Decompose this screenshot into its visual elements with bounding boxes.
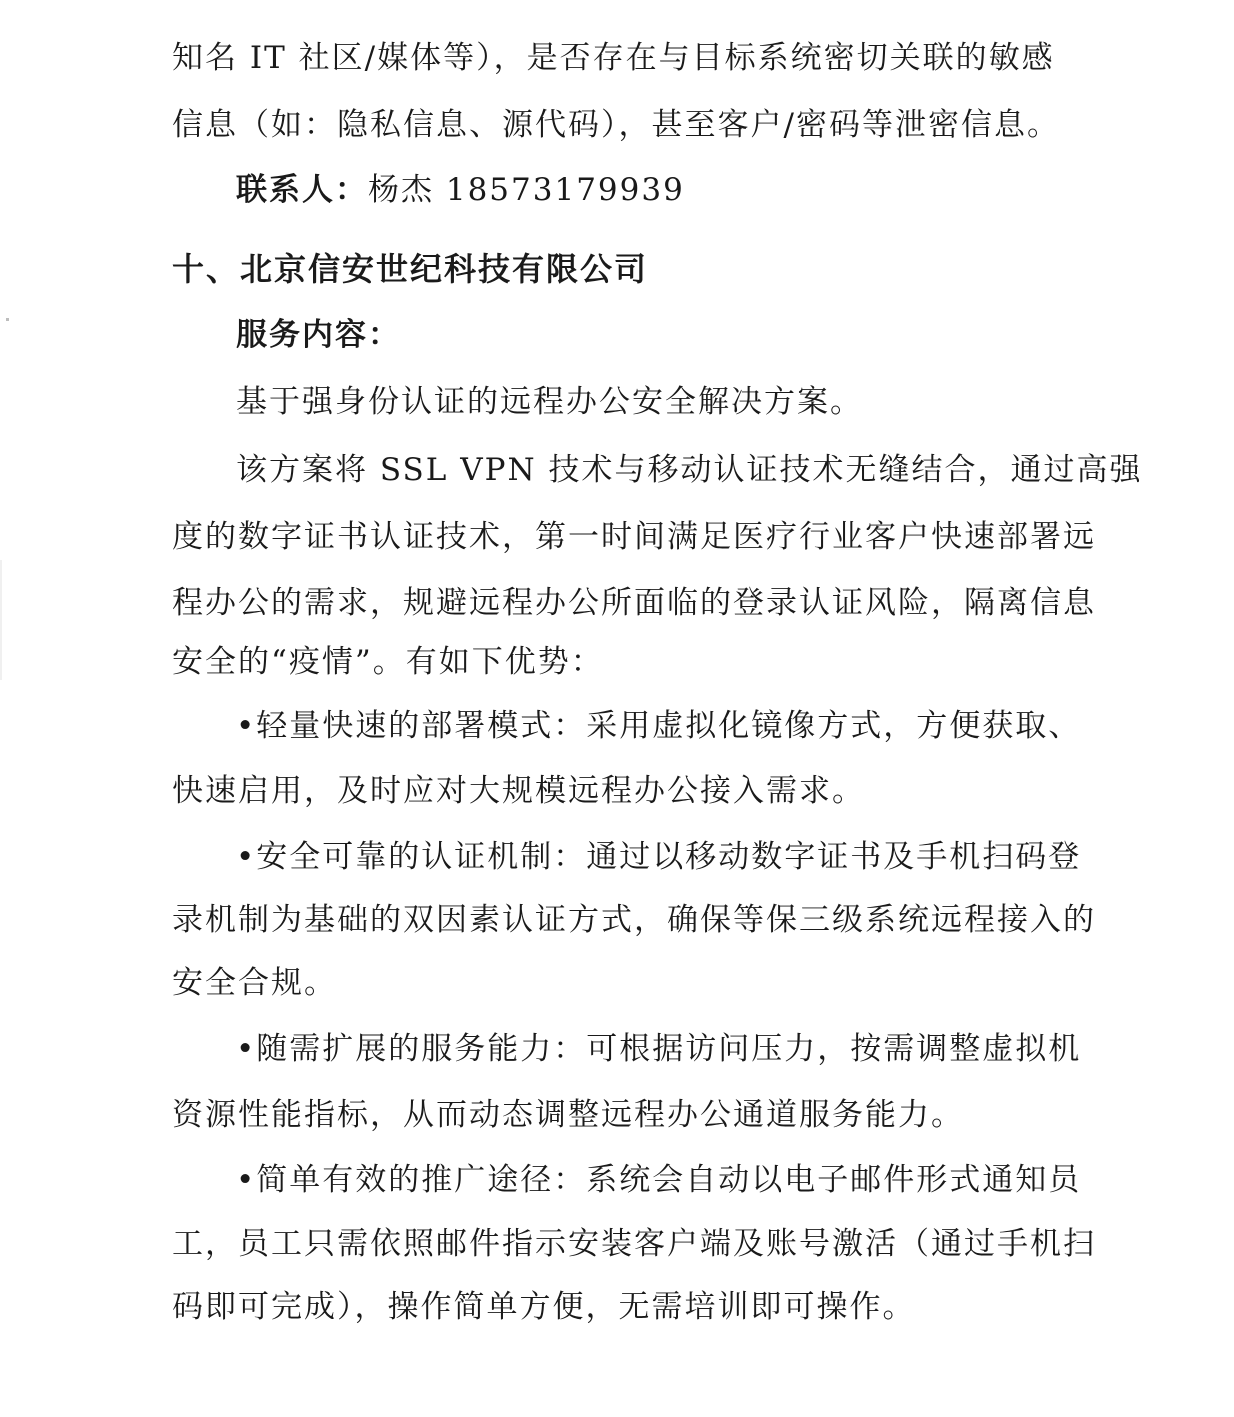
advantage-line: 安全合规。: [172, 965, 337, 1001]
advantage-line: 码即可完成），操作简单方便，无需培训即可操作。: [172, 1289, 916, 1325]
scan-speck: [6, 318, 9, 321]
paragraph-line: 知名 IT 社区/媒体等），是否存在与目标系统密切关联的敏感: [172, 40, 1055, 76]
advantage-line: 资源性能指标，从而动态调整远程办公通道服务能力。: [172, 1097, 964, 1133]
contact-value: 杨杰 18573179939: [368, 172, 685, 208]
paragraph-line: 信息（如：隐私信息、源代码），甚至客户/密码等泄密信息。: [172, 107, 1060, 143]
contact-line: [236, 170, 685, 210]
intro-line: 该方案将 SSL VPN 技术与移动认证技术无缝结合，通过高强: [236, 452, 1143, 488]
intro-line: 安全的“疫情”。有如下优势：: [172, 644, 604, 680]
advantage-line: 录机制为基础的双因素认证方式，确保等保三级系统远程接入的: [172, 902, 1096, 938]
intro-line: 度的数字证书认证技术，第一时间满足医疗行业客户快速部署远: [172, 519, 1096, 555]
advantage-line: •安全可靠的认证机制：通过以移动数字证书及手机扫码登: [236, 839, 1082, 875]
advantage-line: 工，员工只需依照邮件指示安装客户端及账号激活（通过手机扫: [172, 1226, 1096, 1262]
advantage-line: 快速启用，及时应对大规模远程办公接入需求。: [172, 773, 865, 809]
scan-edge-shadow: [0, 560, 2, 680]
advantage-line: •轻量快速的部署模式：采用虚拟化镜像方式，方便获取、: [236, 708, 1082, 744]
section-heading: 十、北京信安世纪科技有限公司: [172, 250, 649, 288]
service-label: 服务内容：: [236, 317, 401, 353]
contact-label: 联系人：: [236, 172, 368, 208]
advantage-line: •随需扩展的服务能力：可根据访问压力，按需调整虚拟机: [236, 1031, 1082, 1067]
advantage-line: •简单有效的推广途径：系统会自动以电子邮件形式通知员: [236, 1162, 1082, 1198]
service-summary: 基于强身份认证的远程办公安全解决方案。: [236, 384, 863, 420]
intro-line: 程办公的需求，规避远程办公所面临的登录认证风险，隔离信息: [172, 585, 1096, 621]
